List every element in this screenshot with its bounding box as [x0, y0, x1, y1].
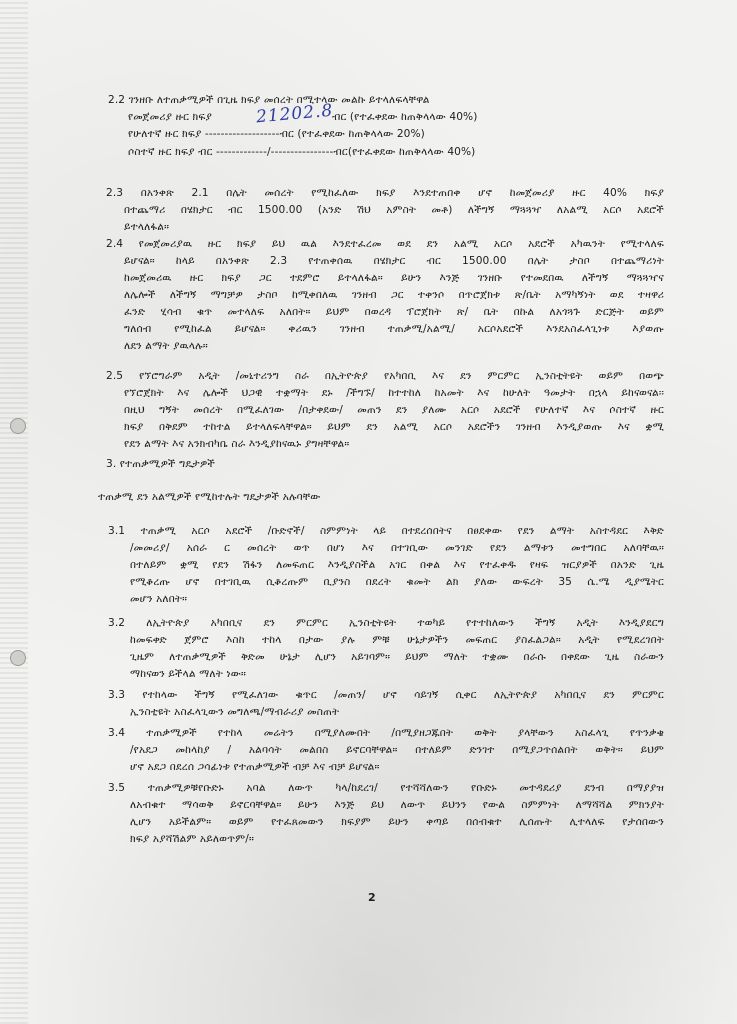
- punch-hole: [10, 650, 26, 666]
- clause-2-4-line: ለደን ልማት ያዉላሉ።: [124, 340, 208, 352]
- clause-2-5-line: 2.5 የኘሮግራም አዲት /መኒተሪንግ ስራ በኢትዮጵያ የአካበቢ እና ደን ምርምር ኢንስቲትዩት ወይም በወጭ: [106, 370, 664, 382]
- clause-2-4-line: 2.4 የመጀመሪያዉ ዙር ክፍያ ይህ ዉል እንደተፈረመ ወደ ደን አልሚ አርሶ አደሮች አካዉንት የሚተላለፍ: [106, 238, 664, 250]
- clause-3-1-line: የሚቆረጡ ሆኖ በተገቢዉ ሲቆረጡም ቢያንስ በደረት ቁመት ልክ ያለው ውፍረት 35 ሴ.ሜ ዲያሜትር: [130, 576, 664, 588]
- clause-3-2-line: 3.2 ለኢትዮጵያ አካበቢና ደን ምርምር ኢንስቲትዩት ተወካይ የተተከለውን ችግኝ አዲት እንዲያደርግ: [108, 617, 664, 629]
- handwritten-amount: 21202.8: [255, 100, 335, 128]
- third-installment: ሶስተኛ ዙር ክፍያ ብር -------------/----------------ብር(የተፈቀደው ከጠቅላላው 40%): [128, 146, 476, 158]
- clause-2-4-line: ለሌሎች ለችግኝ ማግቻዎ ታስቦ ከሚቀበለዉ ገንዘብ ጋር ተቀንሶ በጥሮጀክቱ ጽ/ቤት አማካኝነት ወደ ተዛዋሪ: [124, 289, 664, 301]
- clause-3-3-line: ኢንስቲዩት አስፈላጊውን መግለጫ/ማብራሪያ መስጠት: [130, 706, 340, 718]
- clause-3-5-line: ለአብቁተ ማሳወቅ ይኖርባቸዋል። ይሁን እንጅ ይህ ለውጥ ይህንን የውል ስምምነት ለማሻሻል ምክንያት: [130, 799, 664, 811]
- clause-2-5-line: በዚህ ግኝት መሰረት በሚፈለገው /በታቀደው/ መጠን ደን ያለሙ አርሶ አደሮች የሁለተኛ እና ሶስተኛ ዙር: [124, 404, 664, 416]
- clause-3-5-line: ክፍያ አያሻሽልም አይለወጥም/።: [130, 833, 254, 845]
- clause-2-2-intro: 2.2 ገንዘቡ ለተጠቃሚዎች በጊዜ ክፍያ መሰረት በሚተላው መልኩ ይተላለፍላቸዋል: [108, 94, 430, 106]
- clause-2-4-line: ፈንድ ሂሳብ ቁጥ መተላለፍ አለበት። ይህም በወረዳ ፕሮጀክት ጽ/ ቤት በኩል ለአጎጓጉ ድርጅት ወይም: [124, 306, 664, 318]
- scan-edge-shadow: [0, 0, 28, 1024]
- clause-3-1-line: /መመሪያ/ አሰራ ር መሰረት ወጥ በሆነ እና በተገቢው መንገድ የደን ልማቱን መተግበር አለባቸዉ።: [130, 542, 664, 554]
- clause-3-4-line: ሆኖ አደጋ በደረሰ ጋሳፊነቱ የተጠቃሚዎች ብቻ እና ብቻ ይሆናል።: [130, 761, 380, 773]
- clause-3-1-line: መሆን አለበት።: [130, 593, 188, 605]
- clause-2-3-line: 2.3 በአንቀጽ 2.1 በሌት መሰረት የሚከፈለው ክፍያ እንደተጠበቀ ሆኖ ከመጀመሪያ ዙር 40% ክፍያ: [106, 187, 664, 199]
- first-installment-note: ብር (የተፈቀደው ከጠቅላላው 40%): [332, 111, 478, 123]
- clause-3-2-line: ከመፍቀድ ጀምሮ እስከ ተከላ በታው ያሉ ምቹ ሁኔታዎችን መፍጠር ያስፈልጋል። አዲት የሚደረገበት: [130, 634, 664, 646]
- clause-3-1-line: በተለይም ቋሚ የደን ሽፋን ለመፍጠር እንዲያስችል አገር በቀል እና የተፈቀዱ የዛፍ ዝርያዎች በአንድ ጊዜ: [130, 559, 664, 571]
- clause-2-5-line: ክፍያ በቅደም ተከተል ይተላለፍላቸዋል። ይህም ደን አልሚ አርሶ አደሮችን ገንዘብ እንዲያወጡ እና ቋሚ: [124, 421, 664, 433]
- clause-3-2-line: ማከናወን ይችላል ማለት ነው።: [130, 668, 247, 680]
- clause-3-2-line: ጊዜም ለተጠቃሚዎች ቅድመ ሁኔታ ሊሆን አይገባም። ይህም ማለት ተቋሙ በራሱ በቀደው ጊዜ ስራውን: [130, 651, 664, 663]
- section-3-heading: 3. የተጠቃሚዎች ግዴታዎች: [106, 458, 216, 470]
- clause-2-5-line: የደን ልማት እና አንክብካቤ ስራ እንዲያከናዉኑ ያግዛቸዋል።: [124, 438, 350, 450]
- section-3-intro: ተጠቃሚ ደን አልሚዎች የሚከተሉት ግዴታዎች አሉባቸው: [98, 491, 321, 503]
- clause-3-4-line: /የአደጋ መከላከያ / አልባሳት መልበስ ይኖርባቸዋል። በተለይም ድንገተ በሚያጋጥሰልበት ወቅት። ይህም: [130, 744, 664, 756]
- clause-3-4-line: 3.4 ተጠቃሚዎች የተከላ መሬትን በሚያለሙበት /በሚያዘጋጁበት ወቅት ያላቸውን አስፈላጊ የጥንቃቄ: [108, 727, 664, 739]
- first-installment-label: የመጀመሪያ ዙር ክፍያ: [128, 111, 212, 123]
- punch-hole: [10, 418, 26, 434]
- clause-2-3-line: ይተላለፋል።: [124, 221, 170, 233]
- second-installment: የሁለተኛ ዙር ክፍያ -------------------ብር (የተፈቀደው ከጠቅላላው 20%): [128, 128, 425, 140]
- clause-3-1-line: 3.1 ተጠቃሚ አርሶ አደሮች /ቡድኖች/ ስምምነት ላይ በተደረሰበትና በፀደቀው የደን ልማት አስተዳደር እቅድ: [108, 525, 664, 537]
- clause-3-5-line: 3.5 ተጠቃሚዎቹየቡድኑ አባል ለውጥ ካላ/ከደረገ/ የተሻሻለውን የቡድኑ መተዳደሪያ ደንብ በማያያዝ: [108, 782, 664, 794]
- page-number: 2: [368, 891, 376, 904]
- clause-2-3-line: በተጨማሪ በሄክታር ብር 1500.00 (አንድ ሽህ አምስት መቶ) ለችግኝ ማጓጓዣ ለአልሚ አርሶ አደሮች: [124, 204, 664, 216]
- clause-2-4-line: ከመጀመሪዉ ዙር ክፍያ ጋር ተደምሮ ይተላለፋል። ይሁን እንጅ ገንዘቡ የተመደበዉ ለችግኝ ማጓጓዣና: [124, 272, 664, 284]
- clause-2-4-line: ግለሰብ የሚከፈል ይሆናል። ቀሪዉን ገንዘብ ተጠቃሚ/አልሚ/ አርሶአደሮች እንደአስፈላጊነቱ እያወጡ: [124, 323, 664, 335]
- clause-2-5-line: የኘሮጀክት እና ሌሎች ህጋዊ ተቋማት ደኑ /ችግኙ/ ከተተከለ ከአመት እና ከሁለት ዓመታት በኋላ ይከናወናል፡፡: [124, 387, 664, 399]
- clause-3-3-line: 3.3 የተከላው ችግኝ የሚፈለገው ቁጥር /መጠን/ ሆኖ ሳይገኝ ሲቀር ለኢትዮጵያ አካበቢና ደን ምርምር: [108, 689, 664, 701]
- clause-3-5-line: ሊሆን አይችልም። ወይም የተፈጸመውን ክፍያም ይሁን ቀጣይ በሰብቁተ ሊሰጡት ሊተላለፍ የታሰበውን: [130, 816, 664, 828]
- clause-2-4-line: ይሆናል። ከላይ በአንቀጽ 2.3 የተጠቀሰዉ በሄክታር ብር 1500.00 በሌት ታስቦ በተጨማሪነት: [124, 255, 664, 267]
